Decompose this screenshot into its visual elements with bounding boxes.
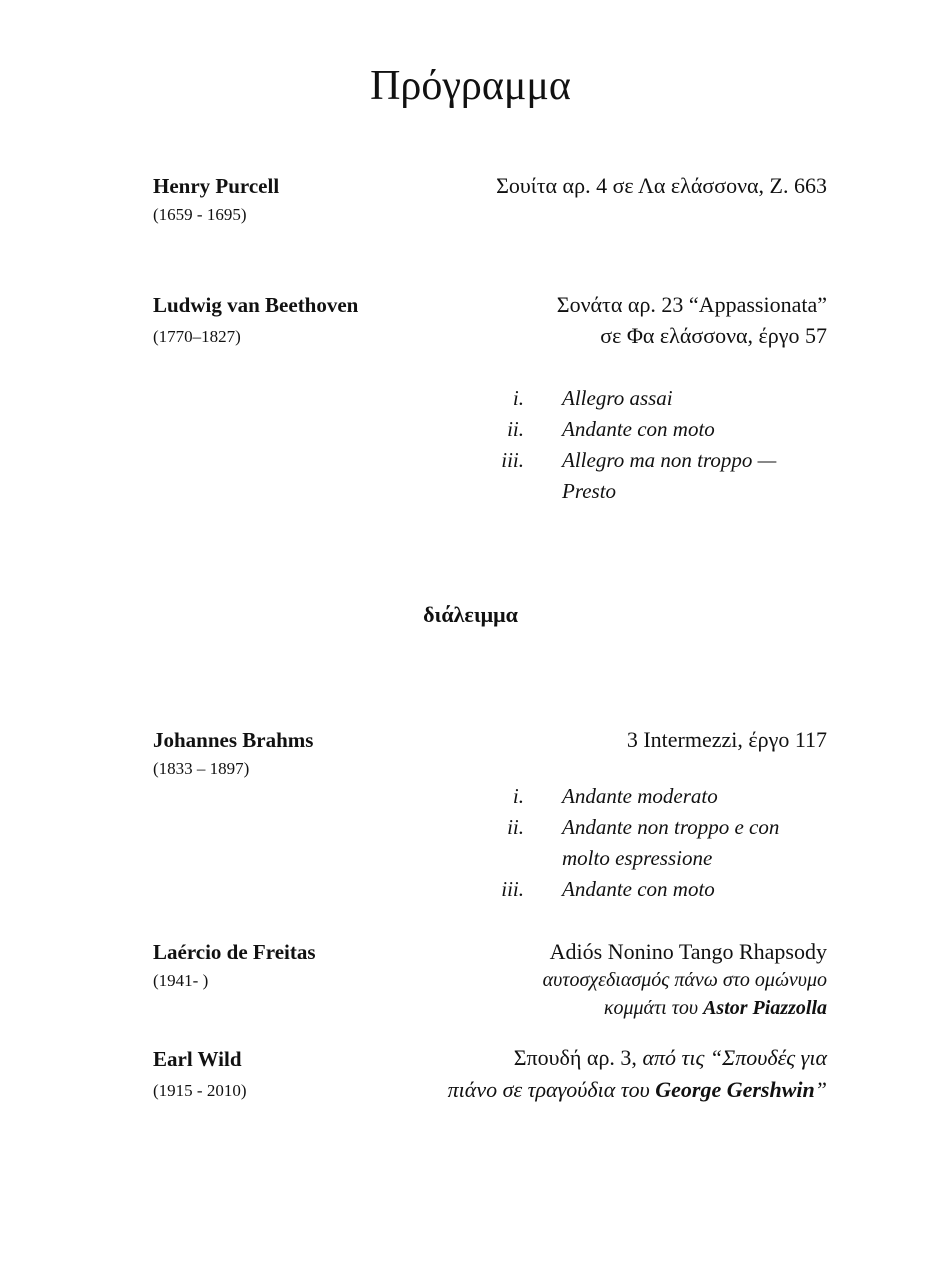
work-title: Σουίτα αρ. 4 σε Λα ελάσσονα, Ζ. 663 (496, 173, 827, 198)
movement-title: Andante non troppo e con (562, 815, 780, 839)
composer-reference: George Gershwin (655, 1077, 815, 1102)
movement-title-line2: molto espressione (562, 846, 713, 870)
page-title: Πρόγραμμα (370, 63, 571, 109)
interval-heading: διάλειμμα (423, 602, 518, 627)
movement-number: ii. (507, 417, 524, 441)
movement-number: i. (512, 386, 524, 410)
closing-quote: ” (814, 1077, 827, 1102)
work-subtitle-text: κομμάτι του (603, 997, 704, 1019)
work-title: Adiós Nonino Tango Rhapsody (549, 939, 827, 964)
composer-dates: (1941- ) (153, 971, 209, 990)
movement-number: ii. (507, 815, 524, 839)
movement-title-line2: Presto (562, 479, 617, 503)
movement-title: Andante moderato (562, 784, 718, 808)
composer-name: Henry Purcell (153, 174, 280, 198)
composer-dates: (1659 - 1695) (153, 205, 247, 224)
work-title: 3 Intermezzi, έργο 117 (626, 727, 827, 752)
work-title-line2: σε Φα ελάσσονα, έργο 57 (600, 323, 827, 348)
movement-number: iii. (501, 877, 524, 901)
work-subtitle-line2 (604, 997, 827, 1020)
movement-title: Andante con moto (562, 417, 715, 441)
performer-name: Astor Piazzolla (703, 997, 827, 1019)
composer-name: Earl Wild (153, 1047, 242, 1071)
work-subtitle: αυτοσχεδιασμός πάνω στο ομώνυμο (542, 969, 827, 991)
composer-dates: (1770–1827) (153, 327, 241, 346)
work-title-italic: από τις “Σπουδές για (642, 1045, 827, 1070)
work-title-line2 (448, 1077, 827, 1103)
composer-name: Laércio de Freitas (153, 940, 316, 964)
work-title-text: Σπουδή αρ. 3, (513, 1045, 643, 1070)
work-title: Σονάτα αρ. 23 “Appassionata” (556, 292, 827, 317)
composer-dates: (1915 - 2010) (153, 1081, 247, 1100)
composer-dates: (1833 – 1897) (153, 759, 250, 778)
composer-name: Johannes Brahms (153, 728, 314, 752)
movement-number: iii. (501, 448, 524, 472)
movement-title: Allegro assai (562, 386, 673, 410)
work-title (514, 1045, 827, 1071)
composer-name: Ludwig van Beethoven (153, 293, 359, 317)
movement-number: i. (512, 784, 524, 808)
movement-title: Andante con moto (562, 877, 715, 901)
work-title-text: πιάνο σε τραγούδια του (447, 1077, 656, 1102)
movement-title: Allegro ma non troppo — (562, 448, 777, 472)
